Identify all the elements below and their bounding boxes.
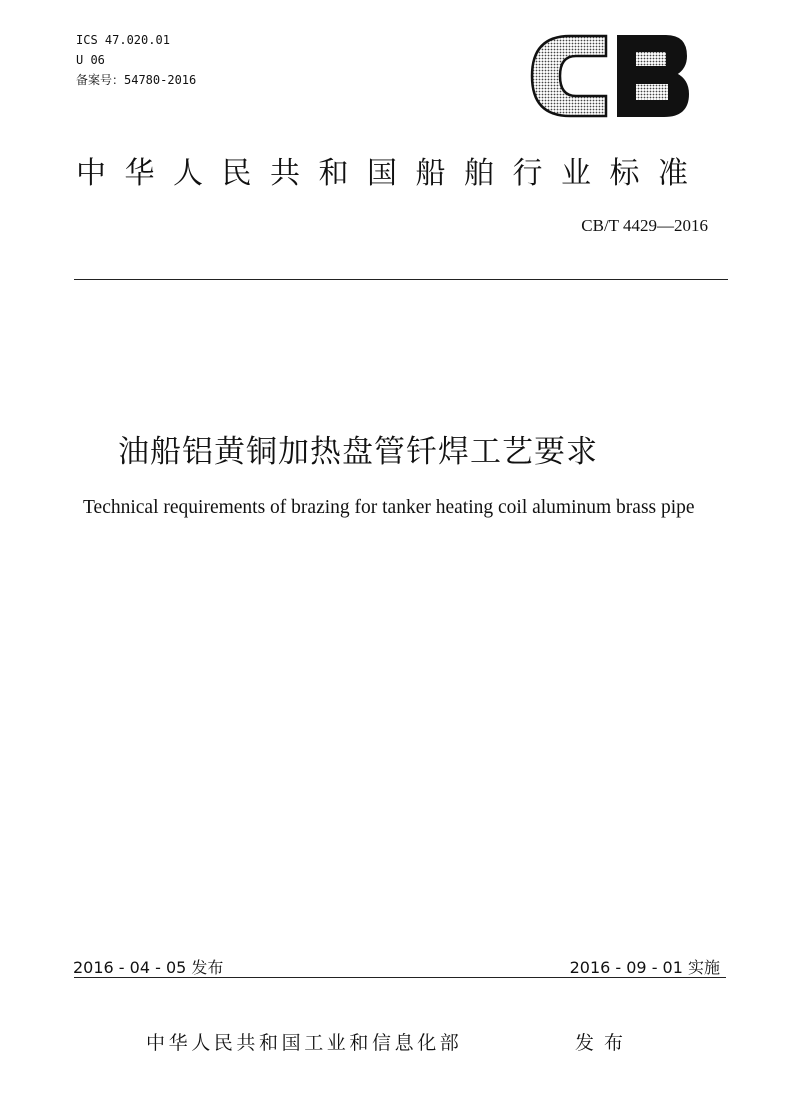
ccs-code: U 06	[76, 53, 105, 67]
footer-divider	[74, 977, 726, 978]
ics-code: ICS 47.020.01	[76, 33, 170, 47]
standard-number: CB/T 4429—2016	[581, 216, 708, 235]
cb-logo	[526, 30, 694, 122]
standard-category-title: 中华人民共和国船舶行业标准	[76, 156, 707, 191]
issuing-authority: 中华人民共和国工业和信息化部	[146, 1032, 463, 1054]
record-number: 备案号：54780-2016	[76, 73, 197, 87]
issue-date: 2016 - 04 - 05 发布	[73, 958, 224, 977]
document-title-chinese: 油船铝黄铜加热盘管钎焊工艺要求	[118, 434, 598, 470]
issue-label: 发布	[575, 1032, 634, 1054]
header-divider	[74, 279, 728, 280]
implementation-date: 2016 - 09 - 01 实施	[569, 958, 720, 977]
document-title-english: Technical requirements of brazing for tanker heating coil aluminum brass pipe	[83, 497, 695, 518]
classification-block	[76, 30, 196, 90]
